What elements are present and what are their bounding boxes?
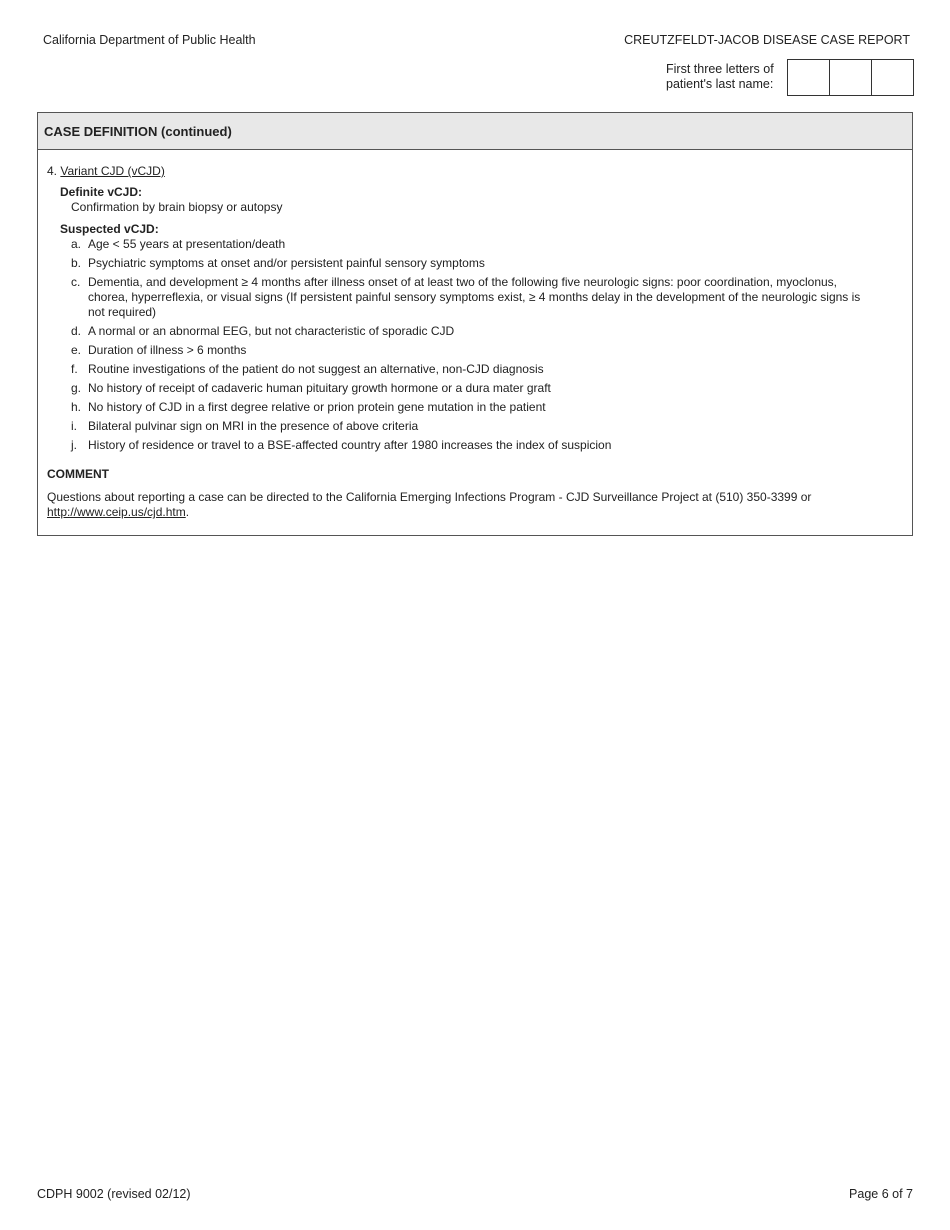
criterion-text: No history of CJD in a first degree relative or prion protein gene mutation in the patient [88,400,546,414]
criterion-text: Age < 55 years at presentation/death [88,237,286,251]
list-item [47,237,903,252]
comment-text: Questions about reporting a case can be directed to the California Emerging Infections Program - CJD Surveillance Project at (510) 350-3399 or http://www.ceip.us/cjd.htm. [47,490,812,519]
list-item [47,362,903,377]
list-item [47,438,903,453]
criterion-text: A normal or an abnormal EEG, but not characteristic of sporadic CJD [88,324,455,338]
criterion-text: Bilateral pulvinar sign on MRI in the presence of above criteria [88,419,419,433]
criterion-letter: d. [71,324,82,338]
list-item [47,419,903,434]
criterion-letter: f. [71,362,78,376]
list-item [47,381,903,396]
section-heading [47,164,903,179]
criterion-letter: g. [71,381,82,395]
panel-body [38,150,912,520]
criterion-letter: e. [71,343,82,357]
list-item [47,275,903,320]
initial-box-1[interactable] [788,60,829,95]
case-definition-panel [37,112,913,536]
definite-heading: Definite vCJD: [60,185,143,199]
agency-name: California Department of Public Health [43,33,256,47]
definite-text: Confirmation by brain biopsy or autopsy [71,200,283,214]
list-item [47,324,903,339]
comment-body: Questions about reporting a case can be directed to the California Emerging Infections Program - CJD Surveillance Project at (510) 350-3399 or [47,490,812,504]
criterion-letter: b. [71,256,82,270]
report-title: CREUTZFELDT-JACOB DISEASE CASE REPORT [624,33,910,47]
criterion-letter: j. [71,438,77,452]
criterion-letter: i. [71,419,77,433]
criterion-letter: a. [71,237,82,251]
initials-input-group [787,59,914,96]
criterion-text: Duration of illness > 6 months [88,343,247,357]
section-title: Variant CJD (vCJD) [60,164,165,178]
criterion-letter: h. [71,400,82,414]
list-item [47,343,903,358]
section-number: 4. [47,164,58,178]
criterion-text: Routine investigations of the patient do not suggest an alternative, non-CJD diagnosis [88,362,544,376]
initial-box-3[interactable] [871,60,913,95]
page-number: Page 6 of 7 [849,1187,913,1201]
criteria-list [47,237,903,453]
criterion-text: No history of receipt of cadaveric human pituitary growth hormone or a dura mater graft [88,381,551,395]
comment-heading: COMMENT [47,467,109,481]
criterion-text: History of residence or travel to a BSE-affected country after 1980 increases the index of suspicion [88,438,612,452]
list-item [47,256,903,271]
ceip-link[interactable]: http://www.ceip.us/cjd.htm [47,505,186,519]
criterion-text: Dementia, and development ≥ 4 months after illness onset of at least two of the following five neurologic signs: poor coordination, myoclonus, chorea, hyperreflexia, or visual signs (If persistent painful sensory symptoms exist, ≥ 4 months delay in the development of the neurologic signs is not required) [88,275,861,319]
list-item [47,400,903,415]
panel-title: CASE DEFINITION (continued) [38,113,912,150]
form-id: CDPH 9002 (revised 02/12) [37,1187,191,1201]
criterion-text: Psychiatric symptoms at onset and/or persistent painful sensory symptoms [88,256,485,270]
criterion-letter: c. [71,275,81,289]
initial-box-2[interactable] [829,60,871,95]
suspected-heading: Suspected vCJD: [60,222,159,236]
initials-label: First three letters of patient's last name: [666,62,774,91]
